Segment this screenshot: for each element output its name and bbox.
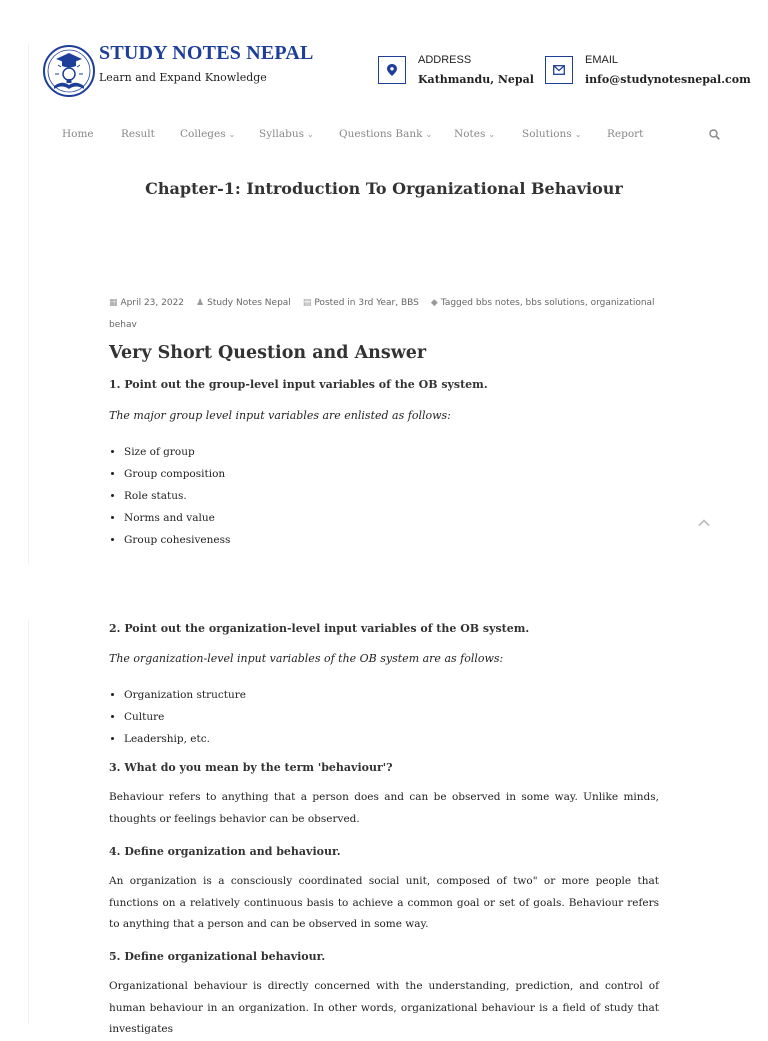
address-value: Kathmandu, Nepal bbox=[418, 73, 534, 86]
answer-4: An organization is a consciously coordinated social unit, composed of two" or more people that functions on a relatively continuous basis to achieve a common goal or set of goals. Behaviour refers to anything that a person and can be observed in some way. bbox=[109, 875, 659, 930]
list-item: • Role status. bbox=[124, 485, 230, 507]
search-icon[interactable] bbox=[709, 129, 720, 143]
category-links[interactable]: 3rd Year, BBS bbox=[358, 298, 419, 308]
nav-questions-bank-label: Questions Bank bbox=[339, 128, 423, 140]
nav-notes-label: Notes bbox=[454, 128, 486, 140]
answer-5: Organizational behaviour is directly concerned with the understanding, prediction, and control of human behaviour in an organization. In other words, organizational behaviour is a field of study that investigates bbox=[109, 980, 659, 1035]
post-date[interactable] bbox=[109, 298, 184, 308]
post-date-text: April 23, 2022 bbox=[120, 298, 185, 308]
list-item: • Group cohesiveness bbox=[124, 529, 230, 551]
nav-solutions-label: Solutions bbox=[522, 128, 572, 140]
section-heading: Very Short Question and Answer bbox=[109, 343, 427, 363]
nav-home[interactable]: Home bbox=[62, 128, 94, 140]
list-item: • Group composition bbox=[124, 463, 230, 485]
tag-links[interactable]: bbs notes, bbs solutions, organizational bbox=[475, 298, 655, 308]
nav-notes[interactable] bbox=[454, 128, 495, 140]
email-value[interactable]: info@studynotesnepal.com bbox=[585, 73, 751, 86]
post-author[interactable] bbox=[196, 298, 291, 308]
email-label: EMAIL bbox=[585, 54, 619, 66]
left-border-line bbox=[28, 44, 29, 564]
site-logo-icon[interactable] bbox=[42, 44, 96, 98]
question-1-list bbox=[109, 441, 230, 551]
nav-questions-bank[interactable] bbox=[339, 128, 432, 140]
question-1: 1. Point out the group-level input variables of the OB system. bbox=[109, 378, 488, 391]
question-1-intro: The major group level input variables are enlisted as follows: bbox=[109, 409, 451, 422]
question-4: 4. Define organization and behaviour. bbox=[109, 845, 341, 858]
list-item: • Leadership, etc. bbox=[124, 728, 246, 750]
post-meta bbox=[109, 292, 669, 336]
site-header bbox=[0, 0, 768, 110]
post-author-text: Study Notes Nepal bbox=[207, 298, 291, 308]
left-border-line-lower bbox=[28, 620, 29, 1024]
chevron-down-icon: ⌄ bbox=[228, 130, 236, 139]
tagged-prefix: Tagged bbox=[440, 298, 474, 308]
nav-syllabus-label: Syllabus bbox=[259, 128, 304, 140]
list-item: • Organization structure bbox=[124, 684, 246, 706]
answer-3: Behaviour refers to anything that a person does and can be observed in some way. Unlike minds, thoughts or feelings behavior can be observed. bbox=[109, 791, 659, 825]
list-item: • Culture bbox=[124, 706, 246, 728]
chevron-down-icon: ⌄ bbox=[488, 130, 496, 139]
folder-icon: ▤ bbox=[302, 298, 312, 308]
calendar-icon: ▦ bbox=[109, 298, 118, 308]
map-marker-icon bbox=[378, 56, 406, 84]
article-title: Chapter-1: Introduction To Organizational Behaviour bbox=[145, 179, 623, 198]
chevron-down-icon: ⌄ bbox=[425, 130, 433, 139]
nav-colleges[interactable] bbox=[180, 128, 235, 140]
back-to-top-button[interactable] bbox=[697, 515, 711, 529]
posted-prefix: Posted in bbox=[314, 298, 356, 308]
nav-colleges-label: Colleges bbox=[180, 128, 226, 140]
address-label: ADDRESS bbox=[418, 54, 472, 66]
user-icon: ♟ bbox=[196, 298, 205, 308]
chevron-up-icon bbox=[697, 516, 711, 530]
question-3: 3. What do you mean by the term 'behaviour'? bbox=[109, 761, 393, 774]
chevron-down-icon: ⌄ bbox=[574, 130, 582, 139]
envelope-icon bbox=[545, 56, 573, 84]
tag-links-cont[interactable]: behav bbox=[109, 320, 137, 330]
nav-result[interactable]: Result bbox=[121, 128, 155, 140]
chevron-down-icon: ⌄ bbox=[306, 130, 314, 139]
nav-syllabus[interactable] bbox=[259, 128, 314, 140]
nav-report[interactable]: Report bbox=[607, 128, 644, 140]
question-2-intro: The organization-level input variables of the OB system are as follows: bbox=[109, 652, 504, 665]
nav-solutions[interactable] bbox=[522, 128, 581, 140]
question-2-list bbox=[109, 684, 246, 750]
post-categories bbox=[303, 298, 419, 308]
tags-icon: ◆ bbox=[430, 298, 438, 308]
site-tagline: Learn and Expand Knowledge bbox=[99, 71, 267, 84]
list-item: • Norms and value bbox=[124, 507, 230, 529]
list-item: • Size of group bbox=[124, 441, 230, 463]
site-title[interactable]: STUDY NOTES NEPAL bbox=[99, 42, 314, 64]
question-2: 2. Point out the organization-level input variables of the OB system. bbox=[109, 622, 530, 635]
question-5: 5. Define organizational behaviour. bbox=[109, 950, 326, 963]
main-nav bbox=[0, 126, 768, 146]
